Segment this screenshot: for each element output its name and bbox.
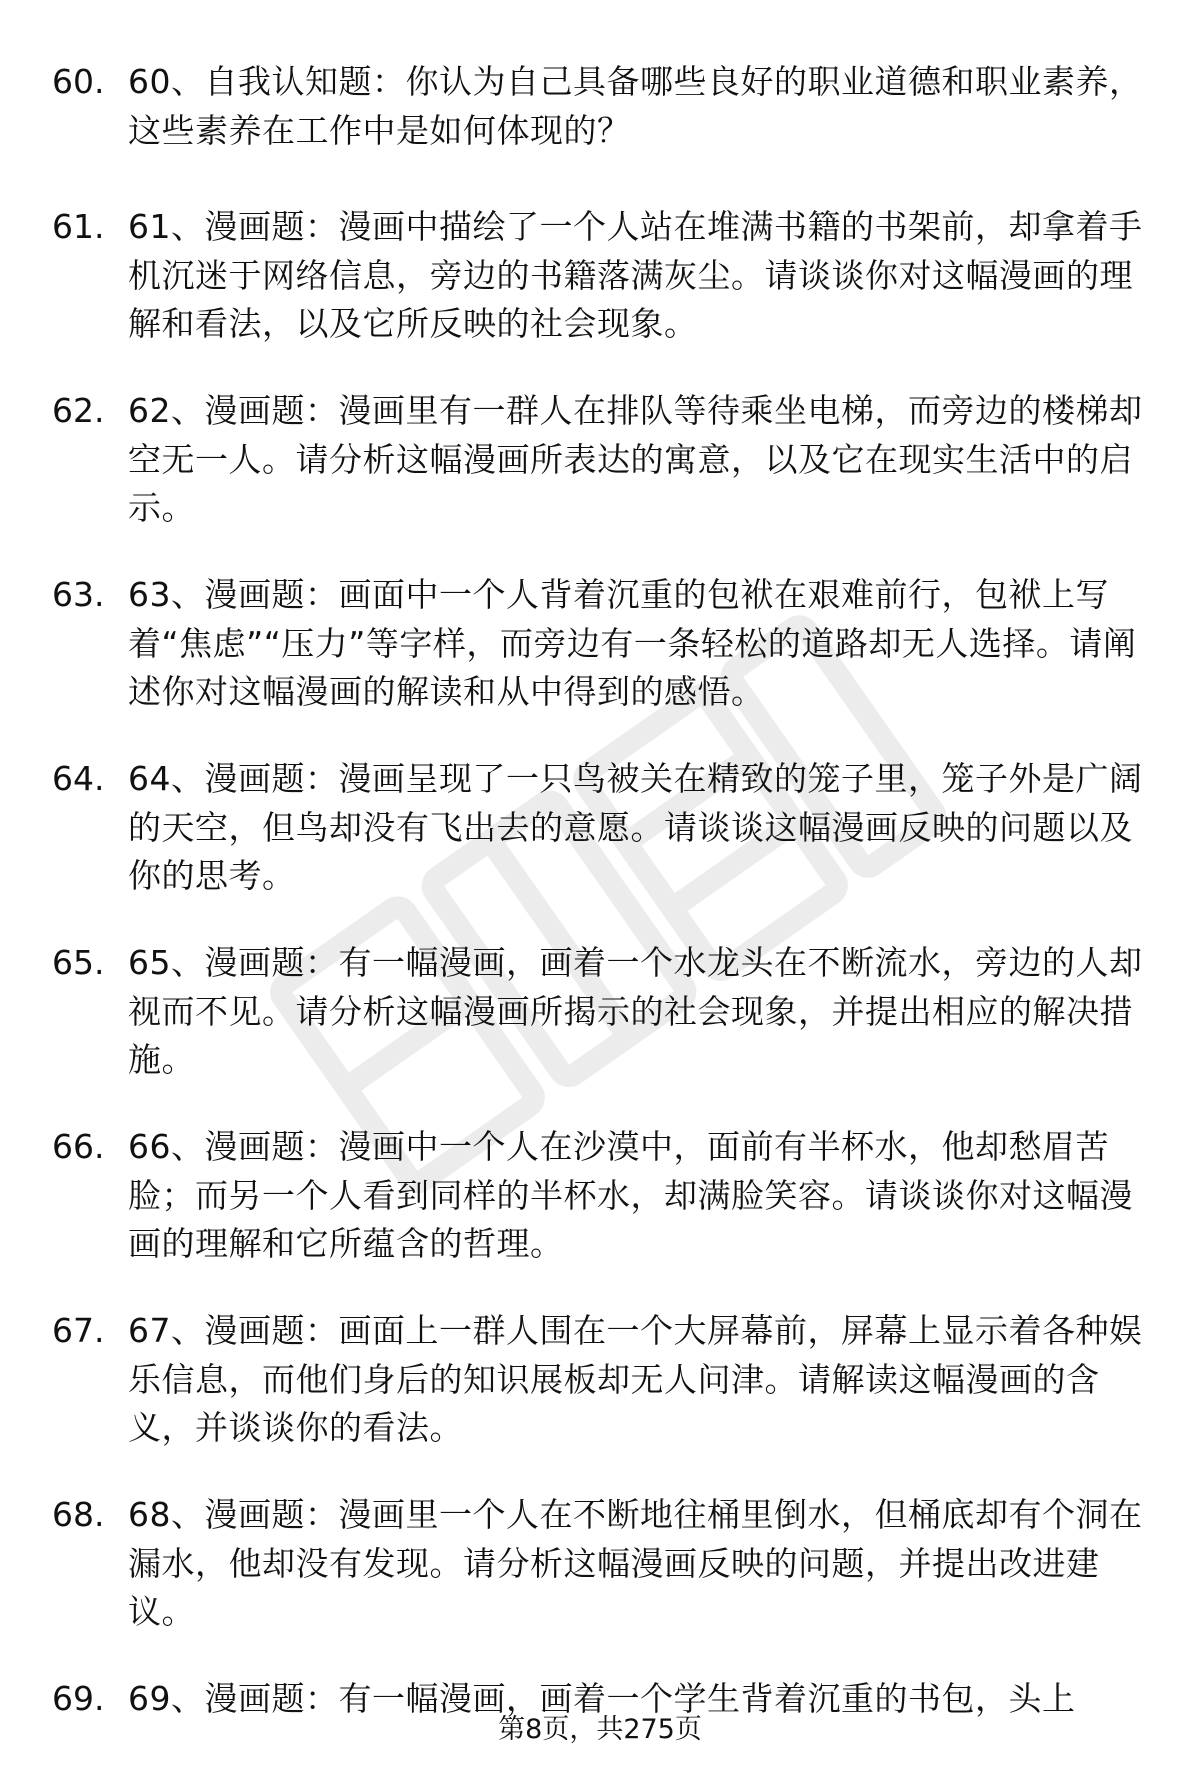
question-number: 63. [52, 575, 105, 614]
page-indicator: 第8页，共275页 [498, 1714, 702, 1745]
question-text: 62、漫画题：漫画里有一群人在排队等待乘坐电梯，而旁边的楼梯却空无一人。请分析这幅漫画所表达的寓意，以及它在现实生活中的启示。 [128, 391, 1143, 527]
list-item [0, 58, 1200, 164]
list-item [0, 571, 1200, 716]
question-number: 67. [52, 1311, 105, 1350]
question-number: 65. [52, 943, 105, 982]
question-text: 61、漫画题：漫画中描绘了一个人站在堆满书籍的书架前，却拿着手机沉迷于网络信息，旁边的书籍落满灰尘。请谈谈你对这幅漫画的理解和看法，以及它所反映的社会现象。 [128, 207, 1143, 343]
question-number: 68. [52, 1495, 105, 1534]
question-number: 60. [52, 62, 105, 101]
question-text: 64、漫画题：漫画呈现了一只鸟被关在精致的笼子里，笼子外是广阔的天空，但鸟却没有飞出去的意愿。请谈谈这幅漫画反映的问题以及你的思考。 [128, 759, 1143, 895]
question-list [0, 58, 1200, 1774]
question-number: 66. [52, 1127, 105, 1166]
question-text: 68、漫画题：漫画里一个人在不断地往桶里倒水，但桶底却有个洞在漏水，他却没有发现。请分析这幅漫画反映的问题，并提出改进建议。 [128, 1495, 1143, 1631]
list-item [0, 939, 1200, 1084]
question-text: 63、漫画题：画面中一个人背着沉重的包袱在艰难前行，包袱上写着“焦虑”“压力”等字样，而旁边有一条轻松的道路却无人选择。请阐述你对这幅漫画的解读和从中得到的感悟。 [128, 575, 1137, 711]
question-text: 66、漫画题：漫画中一个人在沙漠中，面前有半杯水，他却愁眉苦脸；而另一个人看到同样的半杯水，却满脸笑容。请谈谈你对这幅漫画的理解和它所蕴含的哲理。 [128, 1127, 1133, 1263]
question-number: 61. [52, 207, 105, 246]
list-item [0, 1307, 1200, 1452]
question-number: 69. [52, 1679, 105, 1718]
list-item [0, 1491, 1200, 1636]
question-text: 65、漫画题：有一幅漫画，画着一个水龙头在不断流水，旁边的人却视而不见。请分析这幅漫画所揭示的社会现象，并提出相应的解决措施。 [128, 943, 1143, 1079]
question-text: 67、漫画题：画面上一群人围在一个大屏幕前，屏幕上显示着各种娱乐信息，而他们身后的知识展板却无人问津。请解读这幅漫画的含义，并谈谈你的看法。 [128, 1311, 1143, 1447]
question-text: 69、漫画题：有一幅漫画，画着一个学生背着沉重的书包，头上 [128, 1679, 1076, 1718]
question-number: 62. [52, 391, 105, 430]
list-item [0, 387, 1200, 532]
list-item [0, 203, 1200, 348]
list-item [0, 1123, 1200, 1268]
question-number: 64. [52, 759, 105, 798]
question-text: 60、自我认知题：你认为自己具备哪些良好的职业道德和职业素养，这些素养在工作中是如何体现的？ [128, 62, 1143, 150]
list-item [0, 755, 1200, 900]
